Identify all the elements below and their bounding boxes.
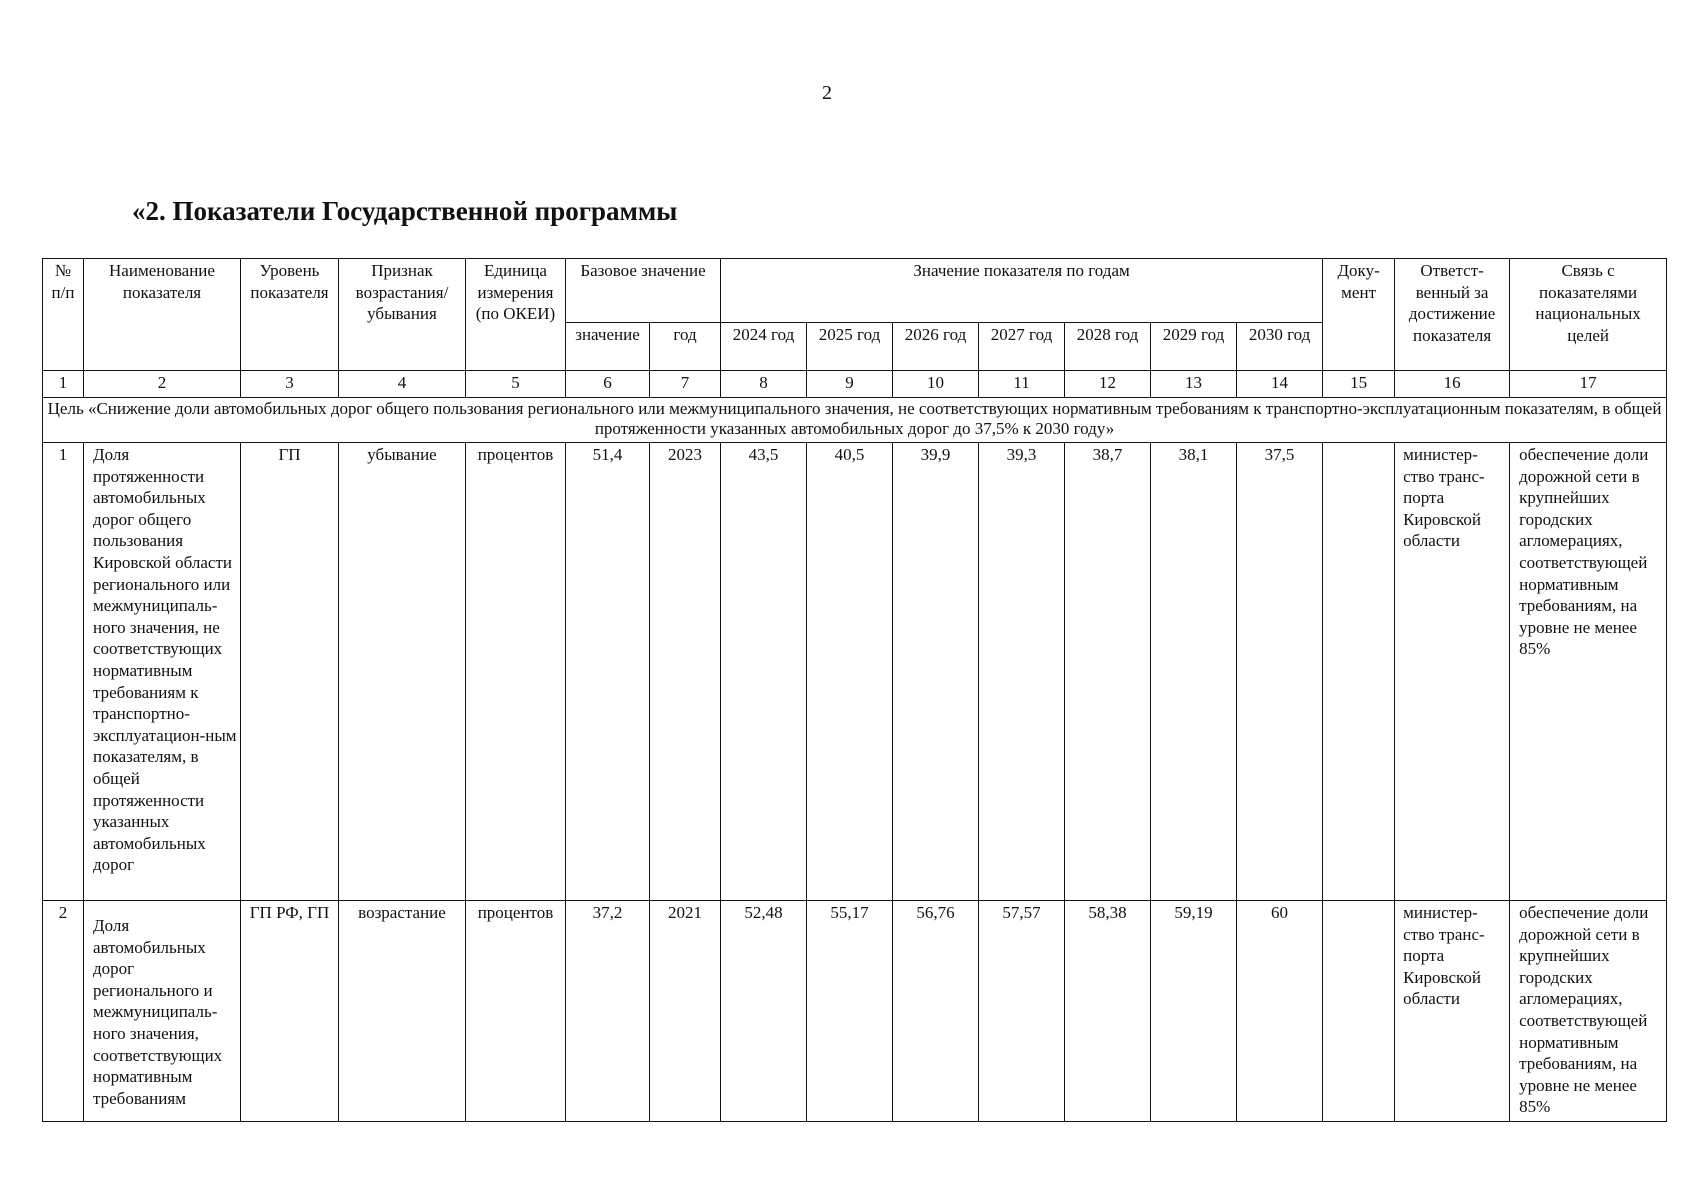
header-year: 2028 год — [1065, 323, 1151, 371]
header-trend: Признак возрастания/ убывания — [339, 259, 466, 371]
column-number: 3 — [241, 371, 339, 398]
page-title: «2. Показатели Государственной программы — [132, 196, 678, 226]
year-value: 55,17 — [807, 901, 893, 1122]
header-base-value: значение — [566, 323, 650, 371]
header-year: 2024 год — [721, 323, 807, 371]
year-value: 60 — [1237, 901, 1323, 1122]
year-value: 56,76 — [893, 901, 979, 1122]
responsible-cell: министер-ство транс-порта Кировской области — [1395, 443, 1510, 901]
header-level: Уровень показателя — [241, 259, 339, 371]
indicators-table — [42, 258, 1667, 1122]
document-cell — [1323, 901, 1395, 1122]
column-number: 15 — [1323, 371, 1395, 398]
column-number: 17 — [1510, 371, 1667, 398]
column-number: 2 — [84, 371, 241, 398]
year-value: 40,5 — [807, 443, 893, 901]
responsible-cell: министер-ство транс-порта Кировской области — [1395, 901, 1510, 1122]
header-base-year: год — [650, 323, 721, 371]
header-base: Базовое значение — [566, 259, 721, 323]
column-number: 6 — [566, 371, 650, 398]
indicator-level: ГП РФ, ГП — [241, 901, 339, 1122]
column-number: 4 — [339, 371, 466, 398]
column-number: 5 — [466, 371, 566, 398]
national-goal-link: обеспечение доли дорожной сети в крупнейших городских агломерациях, соответствующей нормативным требованиям, на уровне не менее 85% — [1510, 901, 1667, 1122]
base-value: 51,4 — [566, 443, 650, 901]
goal-row — [43, 398, 1667, 443]
indicator-trend: убывание — [339, 443, 466, 901]
header-responsible: Ответст- венный за достижение показателя — [1395, 259, 1510, 371]
column-number: 1 — [43, 371, 84, 398]
header-year: 2030 год — [1237, 323, 1323, 371]
page-number: 2 — [822, 82, 832, 104]
header-unit: Единица измерения (по ОКЕИ) — [466, 259, 566, 371]
column-number: 12 — [1065, 371, 1151, 398]
row-num: 2 — [43, 901, 84, 1122]
document-cell — [1323, 443, 1395, 901]
header-years-group: Значение показателя по годам — [721, 259, 1323, 323]
year-value: 38,1 — [1151, 443, 1237, 901]
indicator-trend: возрастание — [339, 901, 466, 1122]
year-value: 58,38 — [1065, 901, 1151, 1122]
indicator-name: Доля автомобильных дорог регионального и межмуниципаль-ного значения, соответствующих нормативным требованиям — [84, 901, 241, 1122]
year-value: 37,5 — [1237, 443, 1323, 901]
table-row — [43, 901, 1667, 1122]
column-number: 9 — [807, 371, 893, 398]
base-value: 37,2 — [566, 901, 650, 1122]
column-number: 13 — [1151, 371, 1237, 398]
row-num: 1 — [43, 443, 84, 901]
base-year: 2021 — [650, 901, 721, 1122]
column-number: 14 — [1237, 371, 1323, 398]
indicator-unit: процентов — [466, 901, 566, 1122]
goal-text: Цель «Снижение доли автомобильных дорог общего пользования регионального или межмуниципального значения, не соответствующих нормативным требованиям к транспортно-эксплуатационным показателям, в общей протяженности указанных автомобильных дорог до 37,5% к 2030 году» — [43, 398, 1667, 443]
column-number: 16 — [1395, 371, 1510, 398]
header-year: 2029 год — [1151, 323, 1237, 371]
national-goal-link: обеспечение доли дорожной сети в крупнейших городских агломерациях, соответствующей нормативным требованиям, на уровне не менее 85% — [1510, 443, 1667, 901]
year-value: 52,48 — [721, 901, 807, 1122]
indicator-unit: процентов — [466, 443, 566, 901]
header-link: Связь с показателями национальных целей — [1510, 259, 1667, 371]
header-year: 2027 год — [979, 323, 1065, 371]
header-year: 2026 год — [893, 323, 979, 371]
header-num: № п/п — [43, 259, 84, 371]
year-value: 39,3 — [979, 443, 1065, 901]
year-value: 43,5 — [721, 443, 807, 901]
header-doc: Доку- мент — [1323, 259, 1395, 371]
base-year: 2023 — [650, 443, 721, 901]
header-year: 2025 год — [807, 323, 893, 371]
year-value: 38,7 — [1065, 443, 1151, 901]
header-name: Наименование показателя — [84, 259, 241, 371]
year-value: 39,9 — [893, 443, 979, 901]
column-number-row — [43, 371, 1667, 398]
year-value: 57,57 — [979, 901, 1065, 1122]
column-number: 10 — [893, 371, 979, 398]
column-number: 8 — [721, 371, 807, 398]
column-number: 7 — [650, 371, 721, 398]
indicator-level: ГП — [241, 443, 339, 901]
year-value: 59,19 — [1151, 901, 1237, 1122]
column-number: 11 — [979, 371, 1065, 398]
indicator-name: Доля протяженности автомобильных дорог общего пользования Кировской области регионального или межмуниципаль-ного значения, не соответствующих нормативным требованиям к транспортно-эксплуатацион-ным показателям, в общей протяженности указанных автомобильных дорог — [84, 443, 241, 901]
table-row — [43, 443, 1667, 901]
